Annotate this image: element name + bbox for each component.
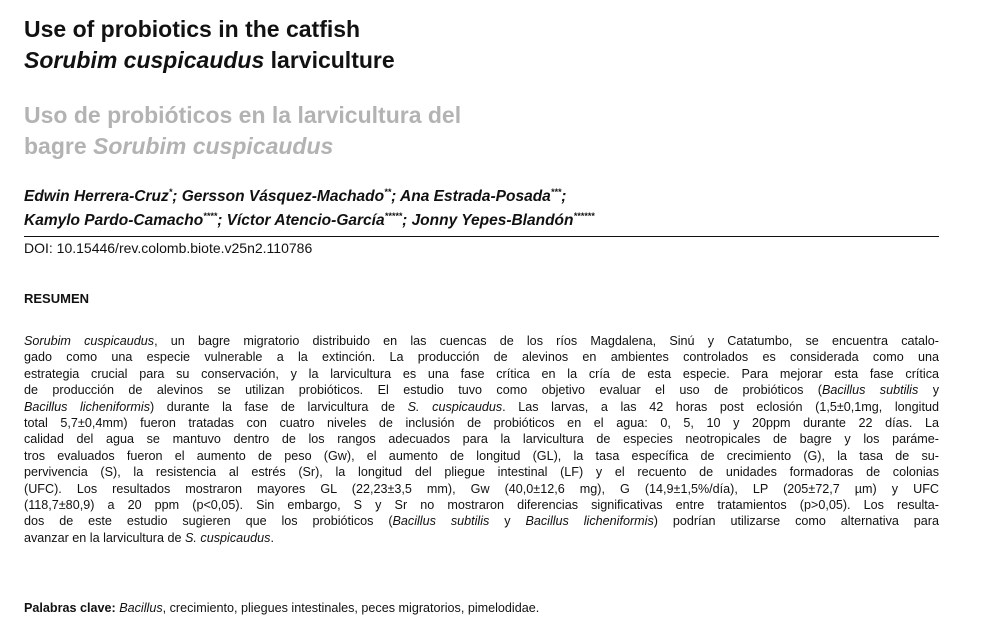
abstract-italic-term: Bacillus subtilis <box>392 514 490 529</box>
abstract-line <box>24 366 939 382</box>
english-title-line-2 <box>24 45 395 76</box>
affiliation-mark: *** <box>550 186 562 197</box>
abstract-line <box>24 415 939 431</box>
abstract-line <box>24 530 939 546</box>
abstract-italic-term: S. cuspicaudus <box>185 530 271 545</box>
author-name: Kamylo Pardo-Camacho <box>24 212 204 229</box>
author-separator: ; <box>561 188 567 205</box>
affiliation-mark: ** <box>384 186 392 197</box>
abstract-text: ) podrían utilizarse como alternativa para <box>653 514 940 529</box>
abstract-italic-term: S. cuspicaudus <box>407 399 503 414</box>
abstract-text: avanzar en la larvicultura de <box>24 530 186 545</box>
spanish-title-line-1: Uso de probióticos en la larvicultura del <box>24 102 462 128</box>
keywords-rest: , crecimiento, pliegues intestinales, peces migratorios, pimelodidae. <box>162 601 540 615</box>
abstract-heading: RESUMEN <box>24 291 90 306</box>
author-name: Víctor Atencio-García <box>226 212 385 229</box>
abstract-italic-term: Bacillus licheniformis <box>525 514 654 529</box>
abstract-italic-term: Sorubim cuspicaudus <box>24 334 155 348</box>
author-name: Edwin Herrera-Cruz <box>24 188 169 205</box>
abstract-text: estrategia crucial para su conservación, y la larvicultura es una fase crítica en la cría de esta especie. Para mejorar esta fase crítica <box>24 366 939 381</box>
abstract-text: . Las larvas, a las 42 horas post eclosión (1,5±0,1mg, longitud <box>502 399 939 414</box>
abstract-text: , un bagre migratorio distribuido en las cuencas de los ríos Magdalena, Sinú y Catatumbo, se encuentra catalo- <box>154 334 939 348</box>
species-name: Sorubim cuspicaudus <box>93 133 334 159</box>
abstract-line <box>24 399 939 415</box>
species-name: Sorubim cuspicaudus <box>24 47 265 73</box>
author-name: Ana Estrada-Posada <box>400 188 551 205</box>
abstract-text: y <box>918 383 940 398</box>
abstract-text: gado como una especie vulnerable a la extinción. La producción de alevinos en ambientes controlados es considerada como una <box>24 350 939 365</box>
english-title <box>24 14 395 76</box>
abstract-line <box>24 382 939 398</box>
spanish-title <box>24 100 461 162</box>
english-title-line-2-rest: larviculture <box>264 47 395 73</box>
author-name: Gersson Vásquez-Machado <box>181 188 385 205</box>
doi-link[interactable]: DOI: 10.15446/rev.colomb.biote.v25n2.110786 <box>24 240 313 256</box>
abstract-text: de producción de alevinos se utilizan probióticos. El estudio tuvo como objetivo evaluar el uso de probióticos ( <box>24 383 822 398</box>
author-separator: ; <box>391 188 401 205</box>
abstract-text: total 5,7±0,4mm) fueron tratadas con cuatro niveles de inclusión de probióticos en el agua: 0, 5, 10 y 20ppm durante 22 días. La <box>24 416 939 431</box>
keywords <box>24 600 539 616</box>
abstract-italic-term: Bacillus subtilis <box>821 383 919 398</box>
spanish-title-line-2 <box>24 131 461 162</box>
author-separator: ; <box>217 212 227 229</box>
abstract-text: . <box>270 530 274 545</box>
english-title-line-1: Use of probiotics in the catfish <box>24 16 361 42</box>
abstract-text: (118,7±80,9) a 20 ppm (p<0,05). Sin embargo, S y Sr no mostraron diferencias significativas entre tratamientos (p>0,05). Los resulta- <box>24 498 939 513</box>
author-list <box>24 185 939 233</box>
abstract-text: y <box>489 514 526 529</box>
abstract-line <box>24 448 939 464</box>
author-separator: ; <box>402 212 412 229</box>
abstract-text: tros evaluados fueron el aumento de peso (Gw), el aumento de longitud (GL), la tasa específica de crecimiento (G), la tasa de su- <box>24 448 939 463</box>
abstract-line <box>24 349 939 365</box>
abstract-body <box>24 333 939 546</box>
keywords-label: Palabras clave: <box>24 601 116 615</box>
abstract-text: dos de este estudio sugieren que los probióticos ( <box>24 514 393 529</box>
abstract-line <box>24 513 939 529</box>
author-name: Jonny Yepes-Blandón <box>411 212 574 229</box>
author-line-1 <box>24 185 939 209</box>
affiliation-mark: **** <box>203 210 218 221</box>
author-divider <box>24 236 939 237</box>
author-line-2 <box>24 209 939 233</box>
abstract-text: ) durante la fase de larvicultura de <box>150 399 408 414</box>
abstract-text: pervivencia (S), la resistencia al estrés (Sr), la longitud del pliegue intestinal (LF) y el recuento de unidades formadoras de colonias <box>24 465 939 480</box>
abstract-text: (UFC). Los resultados mostraron mayores GL (22,23±3,5 mm), Gw (40,0±12,6 mg), G (14,9±1,5%/día), LP (205±72,7 µm) y UFC <box>24 481 939 496</box>
author-separator: ; <box>172 188 182 205</box>
keyword-bacillus: Bacillus <box>119 601 163 615</box>
abstract-line <box>24 464 939 480</box>
abstract-italic-term: Bacillus licheniformis <box>24 399 150 414</box>
abstract-text: calidad del agua se mantuvo dentro de los rangos adecuados para la larvicultura de especies neotropicales de bagre y los paráme- <box>24 432 939 447</box>
abstract-line <box>24 333 939 349</box>
abstract-line <box>24 481 939 497</box>
affiliation-mark: ****** <box>573 210 595 221</box>
abstract-line <box>24 431 939 447</box>
affiliation-mark: * <box>168 186 173 197</box>
affiliation-mark: ***** <box>384 210 403 221</box>
spanish-title-line-2-start: bagre <box>24 133 94 159</box>
abstract-line <box>24 497 939 513</box>
